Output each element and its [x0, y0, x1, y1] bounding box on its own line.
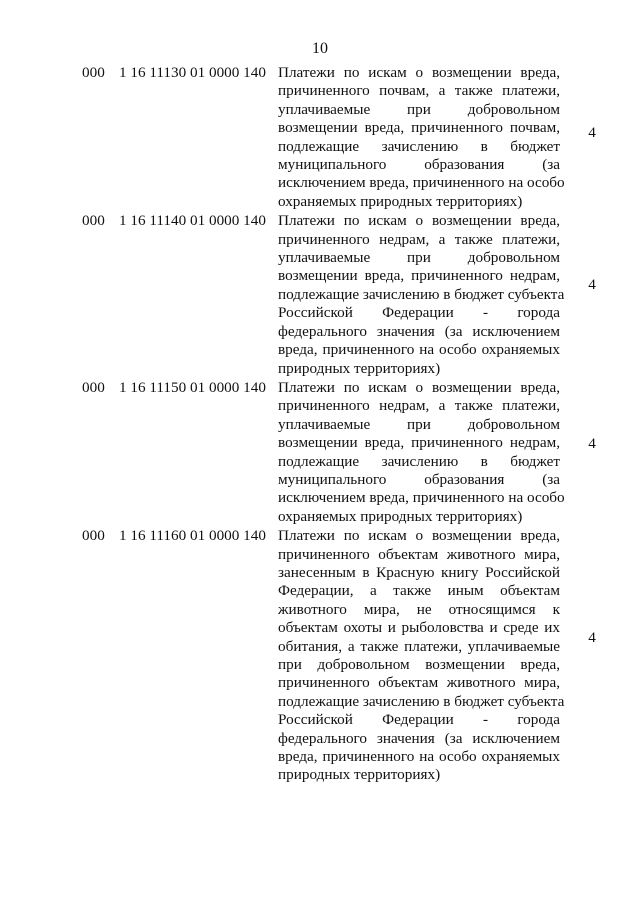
revenue-name-line: уплачиваемые при добровольном — [278, 249, 560, 267]
revenue-name-line: федерального значения (за исключением — [278, 729, 560, 747]
revenue-name — [278, 212, 565, 378]
kbk-code: 1 16 11150 01 0000 140 — [119, 378, 266, 396]
revenue-name-line: причиненного почвам, а также платежи, — [278, 82, 560, 100]
page-number: 10 — [312, 40, 328, 57]
revenue-name-line: Российской Федерации - города — [278, 711, 560, 729]
table-row — [0, 64, 640, 211]
revenue-name-line: муниципального образования (за — [278, 470, 560, 488]
admin-code: 000 — [82, 527, 105, 545]
norm-percent: 4 — [588, 629, 596, 647]
revenue-name-line: Платежи по искам о возмещении вреда, — [278, 378, 560, 396]
revenue-name-line: природных территориях) — [278, 766, 441, 784]
revenue-name-line: исключением вреда, причиненного на особо — [278, 174, 565, 192]
revenue-name-line: вреда, причиненного на особо охраняемых — [278, 341, 560, 359]
revenue-name-line: объектам охоты и рыболовства и среде их — [278, 619, 560, 637]
admin-code: 000 — [82, 212, 105, 230]
revenue-name-line: обитания, а также платежи, уплачиваемые — [278, 637, 560, 655]
revenue-name — [278, 378, 565, 526]
table-row — [0, 212, 640, 378]
kbk-code: 1 16 11160 01 0000 140 — [119, 527, 266, 545]
norm-percent: 4 — [588, 434, 596, 452]
revenue-name-line: подлежащие зачислению в бюджет — [278, 452, 560, 470]
revenue-name-line: охраняемых природных территориях) — [278, 192, 523, 210]
kbk-code: 1 16 11130 01 0000 140 — [119, 64, 266, 81]
revenue-name-line: уплачиваемые при добровольном — [278, 100, 560, 118]
revenue-name-line: подлежащие зачислению в бюджет субъекта — [278, 692, 565, 710]
revenue-name-line: причиненного объектам животного мира, — [278, 674, 560, 692]
revenue-name — [278, 527, 565, 785]
revenue-name-line: вреда, причиненного на особо охраняемых — [278, 748, 560, 766]
revenue-name-line: Платежи по искам о возмещении вреда, — [278, 64, 560, 81]
revenue-name-line: возмещении вреда, причиненного недрам, — [278, 434, 560, 452]
revenue-name — [278, 64, 565, 211]
revenue-name-line: занесенным в Красную книгу Российской — [278, 563, 560, 581]
revenue-name-line: животного мира, не относящимся к — [278, 600, 560, 618]
revenue-name-line: причиненного недрам, а также платежи, — [278, 230, 560, 248]
admin-code: 000 — [82, 64, 105, 81]
revenue-table — [0, 64, 640, 785]
revenue-name-line: при добровольном возмещении вреда, — [278, 656, 560, 673]
revenue-name-line: подлежащие зачислению в бюджет — [278, 137, 560, 155]
norm-percent: 4 — [588, 276, 596, 294]
revenue-name-line: муниципального образования (за — [278, 156, 560, 174]
revenue-name-line: Российской Федерации - города — [278, 304, 560, 322]
kbk-code: 1 16 11140 01 0000 140 — [119, 212, 266, 230]
revenue-name-line: исключением вреда, причиненного на особо — [278, 489, 565, 507]
revenue-name-line: Федерации, а также иным объектам — [278, 582, 560, 600]
table-row — [0, 527, 640, 785]
revenue-name-line: подлежащие зачислению в бюджет субъекта — [278, 285, 565, 303]
revenue-name-line: причиненного объектам животного мира, — [278, 545, 560, 563]
revenue-name-line: возмещении вреда, причиненного почвам, — [278, 119, 560, 137]
revenue-name-line: природных территориях) — [278, 359, 441, 377]
revenue-name-line: уплачиваемые при добровольном — [278, 415, 560, 433]
revenue-name-line: возмещении вреда, причиненного недрам, — [278, 267, 560, 285]
revenue-name-line: охраняемых природных территориях) — [278, 507, 523, 525]
admin-code: 000 — [82, 378, 105, 396]
norm-percent: 4 — [588, 124, 596, 141]
revenue-name-line: Платежи по искам о возмещении вреда, — [278, 527, 560, 545]
revenue-name-line: федерального значения (за исключением — [278, 322, 560, 340]
table-row — [0, 379, 640, 526]
revenue-name-line: Платежи по искам о возмещении вреда, — [278, 212, 560, 230]
revenue-name-line: причиненного недрам, а также платежи, — [278, 397, 560, 415]
